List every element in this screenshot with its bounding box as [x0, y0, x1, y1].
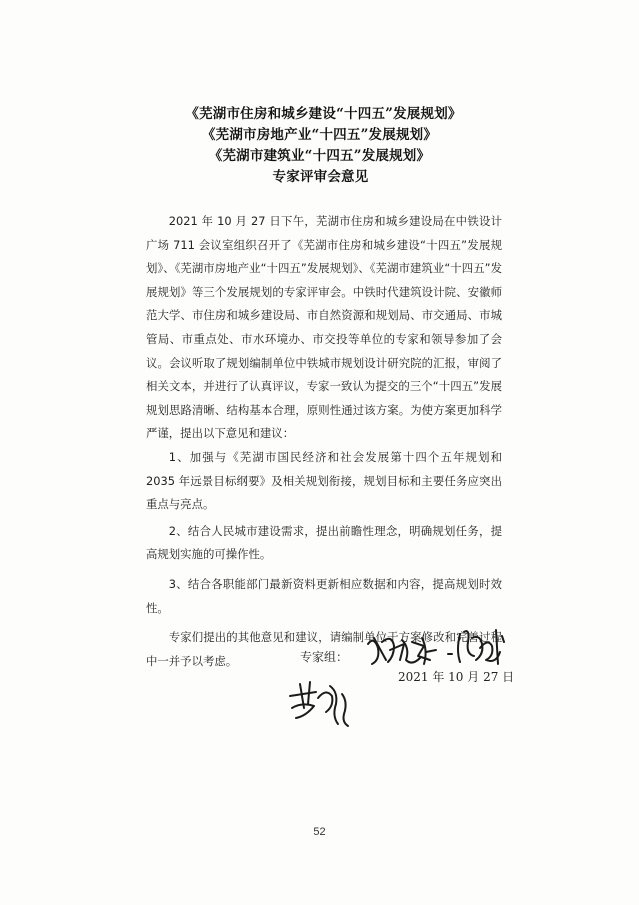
document-date: 2021 年 10 月 27 日 — [398, 670, 515, 684]
page-number: 52 — [313, 826, 326, 838]
signature-1 — [364, 630, 442, 672]
paragraph-suggestion-2: 2、结合人民城市建设需求，提出前瞻性理念，明确规划任务，提高规划实施的可操作性。 — [146, 523, 502, 562]
expert-group-label: 专家组： — [300, 650, 349, 664]
paragraph-suggestion-1: 1、加强与《芜湖市国民经济和社会发展第十四个五年规划和 2035 年远景目标纲要》及相关规划衔接，规划目标和主要任务应突出重点与亮点。 — [146, 449, 502, 512]
title-line-2: 《芜湖市房地产业“十四五”发展规划》 — [201, 127, 438, 143]
title-line-1: 《芜湖市住房和城乡建设“十四五”发展规划》 — [185, 106, 462, 122]
paragraph-suggestion-3: 3、结合各职能部门最新资料更新相应数据和内容，提高规划时效性。 — [146, 576, 502, 615]
document-title — [0, 104, 639, 188]
signature-3 — [286, 678, 358, 730]
paragraph-closing: 专家们提出的其他意见和建议，请编制单位于方案修改和完善过程中一并予以考虑。 — [146, 630, 502, 668]
signature-2 — [446, 624, 508, 672]
paragraph-intro: 2021 年 10 月 27 日下午，芜湖市住房和城乡建设局在中铁设计广场 711 会议室组织召开了《芜湖市住房和城乡建设“十四五”发展规划》、《芜湖市房地产业“十四五”发展规划》、《芜湖市建筑业“十四五”发展规划》等三个发展规划的专家评审会。中铁时代建筑设计院、安徽师范大学、市住房和城乡建设局、市自然资源和规划局、市交通局、市城管局、市重点处、市水环境办、市交投等单位的专家和领导参加了会议。会议听取了规划编制单位中铁城市规划设计研究院的汇报，审阅了相关文本，并进行了认真评议，专家一致认为提交的三个“十四五”发展规划思路清晰、结构基本合理，原则性通过该方案。为使方案更加科学严谨，提出以下意见和建议： — [146, 214, 502, 441]
title-line-3: 《芜湖市建筑业“十四五”发展规划》 — [208, 148, 431, 164]
document-body — [146, 210, 502, 673]
title-line-4: 专家评审会意见 — [272, 169, 369, 185]
